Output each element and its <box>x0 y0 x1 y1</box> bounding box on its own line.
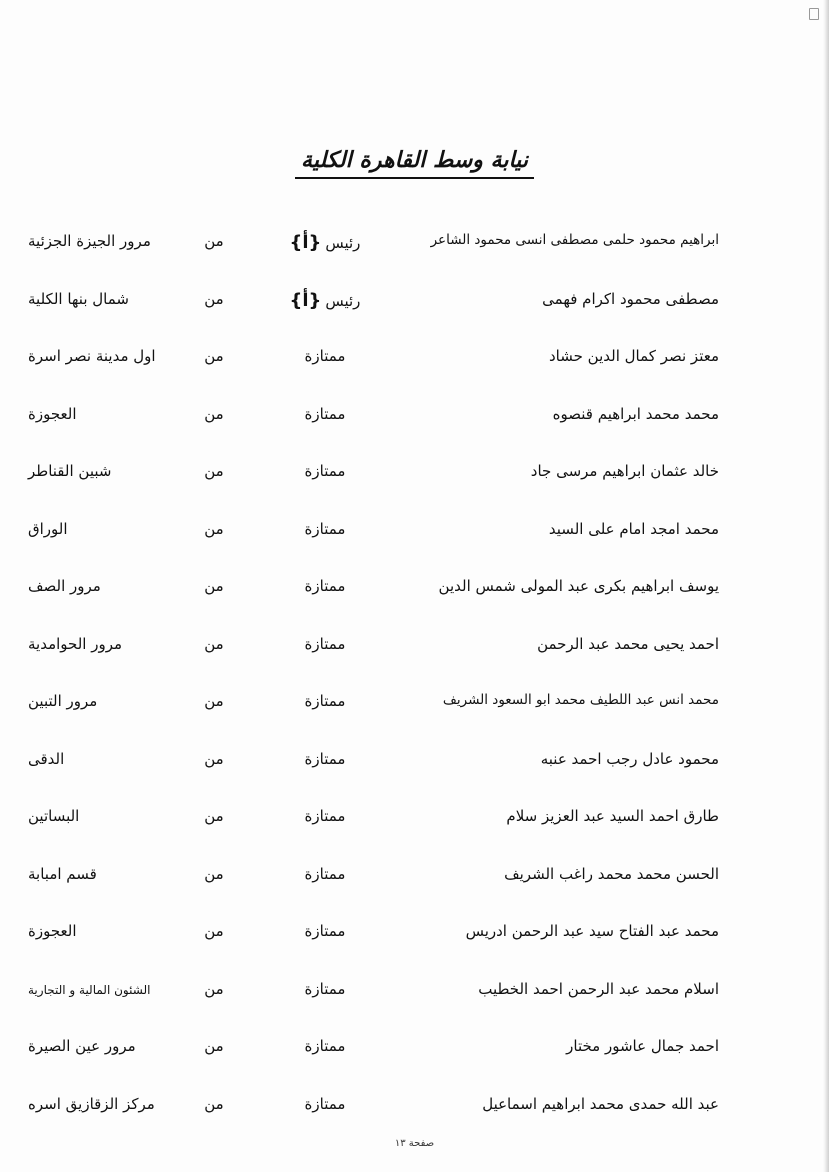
entry-grade <box>286 865 364 883</box>
list-item <box>0 1077 829 1135</box>
entry-from-label: من <box>204 864 224 883</box>
entry-name: محمد محمد ابراهيم قنصوه <box>552 404 719 423</box>
entry-name: احمد يحيى محمد عبد الرحمن <box>537 634 719 653</box>
entry-from-label: من <box>204 577 224 595</box>
entry-grade <box>286 1037 364 1055</box>
list-item <box>0 904 829 962</box>
entry-grade-label: ممتازة <box>304 347 346 365</box>
entry-destination <box>28 1037 178 1055</box>
entry-from-label: من <box>204 922 224 940</box>
entry-destination <box>28 577 178 595</box>
entry-grade <box>286 462 364 480</box>
entry-from-label: من <box>204 347 224 365</box>
entry-destination-text: مرور الجيزة الجزئية <box>28 232 151 250</box>
entry-name: محمود عادل رجب احمد عنبه <box>540 749 719 768</box>
entry-destination <box>28 865 178 883</box>
entry-destination <box>28 347 178 365</box>
entry-destination <box>28 922 178 940</box>
entry-destination-text: مرور عين الصيرة <box>28 1037 136 1055</box>
entry-destination <box>28 1095 178 1113</box>
entry-destination-text: العجوزة <box>28 404 77 423</box>
entry-name: عبد الله حمدى محمد ابراهيم اسماعيل <box>482 1094 719 1113</box>
entry-grade-label: ممتازة <box>304 1037 346 1055</box>
list-item <box>0 272 829 330</box>
entry-grade <box>286 1095 364 1113</box>
entry-grade-label: ممتازة <box>304 577 346 595</box>
entry-name: طارق احمد السيد عبد العزيز سلام <box>506 807 719 825</box>
entry-destination-text: مرور الصف <box>28 577 101 595</box>
entry-destination-text: البساتين <box>28 807 80 825</box>
page-number: صفحة ١٣ <box>394 1138 435 1149</box>
list-item <box>0 214 829 272</box>
entry-grade <box>286 692 364 710</box>
entry-from-label: من <box>204 749 224 768</box>
entry-name: احمد جمال عاشور مختار <box>566 1037 719 1055</box>
entry-grade-label: رئيس <box>325 291 361 310</box>
entry-grade-label: ممتازة <box>304 864 346 883</box>
list-item <box>0 502 829 560</box>
entry-destination <box>28 405 178 423</box>
entry-from-label: من <box>204 404 224 423</box>
entry-destination <box>28 635 178 653</box>
entry-grade <box>286 807 364 825</box>
entry-destination <box>28 290 178 308</box>
entry-grade <box>286 405 364 423</box>
entry-destination <box>28 520 178 538</box>
entry-grade <box>286 520 364 538</box>
entry-from-label: من <box>204 1037 224 1055</box>
entry-name: محمد عبد الفتاح سيد عبد الرحمن ادريس <box>465 922 719 940</box>
entry-grade-label: ممتازة <box>304 807 346 825</box>
page-title <box>0 148 829 179</box>
entry-grade-label: ممتازة <box>304 634 346 653</box>
list-item <box>0 962 829 1020</box>
list-item <box>0 559 829 617</box>
list-item <box>0 329 829 387</box>
entry-destination-text: مرور التبين <box>28 692 98 710</box>
page-title-text: نيابة وسط القاهرة الكلية <box>295 148 534 179</box>
entry-from-label: من <box>204 519 224 538</box>
entry-grade <box>286 347 364 365</box>
entry-grade-label: ممتازة <box>304 462 346 480</box>
entry-destination-text: قسم امبابة <box>28 864 97 883</box>
entry-grade-label: ممتازة <box>304 922 346 940</box>
entry-grade-mark: {أ} <box>289 289 322 311</box>
corner-mark-icon <box>809 8 819 20</box>
entry-name: مصطفى محمود اكرام فهمى <box>542 289 719 308</box>
entry-from-label: من <box>204 807 224 825</box>
entry-destination-text: شمال بنها الكلية <box>28 289 129 308</box>
list-item <box>0 387 829 445</box>
entry-name: محمد انس عبد اللطيف محمد ابو السعود الشريف <box>442 692 719 708</box>
entry-from-label: من <box>204 979 224 998</box>
entry-destination <box>28 462 178 480</box>
entry-grade-label: ممتازة <box>304 979 346 998</box>
entry-grade-label: ممتازة <box>304 519 346 538</box>
entry-destination <box>28 807 178 825</box>
entry-name: خالد عثمان ابراهيم مرسى جاد <box>530 462 719 480</box>
entry-destination <box>28 232 178 250</box>
entry-grade <box>286 577 364 595</box>
entry-destination-text: اول مدينة نصر اسرة <box>28 347 156 365</box>
entry-grade <box>286 750 364 768</box>
entry-grade-label: رئيس <box>325 234 361 252</box>
entry-name: محمد امجد امام على السيد <box>548 519 719 538</box>
entry-destination-text: الدقى <box>28 749 65 768</box>
list-item <box>0 1019 829 1077</box>
list-item <box>0 847 829 905</box>
entry-destination-text: مركز الزقازيق اسره <box>28 1094 155 1113</box>
entry-destination-text: العجوزة <box>28 922 77 940</box>
entry-from-label: من <box>204 692 224 710</box>
entry-grade <box>286 232 364 253</box>
entry-destination-text: شبين القناطر <box>28 462 112 480</box>
list-item <box>0 789 829 847</box>
entry-grade-label: ممتازة <box>304 404 346 423</box>
entry-from-label: من <box>204 289 224 308</box>
entry-grade <box>286 980 364 998</box>
entry-destination-text: الوراق <box>28 519 68 538</box>
list-item <box>0 674 829 732</box>
entry-grade <box>286 635 364 653</box>
entry-from-label: من <box>204 462 224 480</box>
list-item <box>0 732 829 790</box>
entry-grade-label: ممتازة <box>304 749 346 768</box>
entry-name: الحسن محمد محمد راغب الشريف <box>504 864 719 883</box>
entry-from-label: من <box>204 1094 224 1113</box>
entry-from-label: من <box>204 634 224 653</box>
entry-grade-label: ممتازة <box>304 1094 346 1113</box>
entry-destination <box>28 692 178 710</box>
entry-grade-mark: {أ} <box>289 232 322 253</box>
entry-name: معتز نصر كمال الدين حشاد <box>549 347 719 365</box>
entry-destination-text: الشئون المالية و التجارية <box>28 982 151 997</box>
entry-destination-text: مرور الحوامدية <box>28 634 123 653</box>
entries-list <box>0 214 829 1124</box>
entry-from-label: من <box>204 232 224 250</box>
entry-name: اسلام محمد عبد الرحمن احمد الخطيب <box>478 979 719 998</box>
list-item <box>0 617 829 675</box>
entry-name: ابراهيم محمود حلمى مصطفى انسى محمود الشاعر <box>430 232 719 248</box>
list-item <box>0 444 829 502</box>
entry-grade <box>286 290 364 311</box>
entry-name: يوسف ابراهيم بكرى عبد المولى شمس الدين <box>438 577 719 595</box>
entry-grade-label: ممتازة <box>304 692 346 710</box>
entry-destination <box>28 750 178 768</box>
entry-grade <box>286 922 364 940</box>
entry-destination <box>28 980 178 998</box>
